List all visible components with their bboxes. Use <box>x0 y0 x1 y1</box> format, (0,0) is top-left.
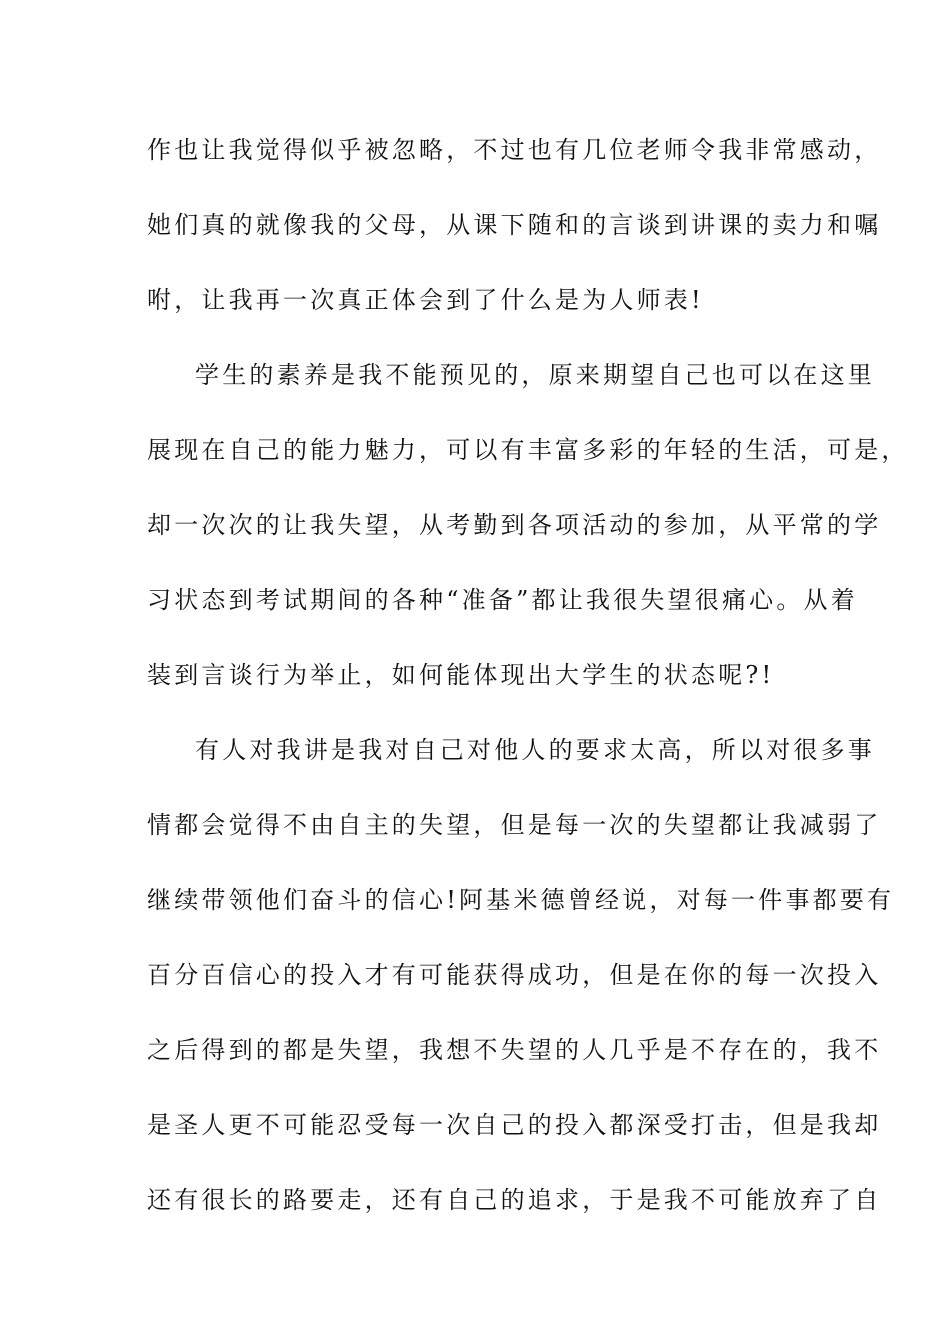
text-line: 继续带领他们奋斗的信心!阿基米德曾经说，对每一件事都要有 <box>147 886 895 914</box>
text-line: 却一次次的让我失望，从考勤到各项活动的参加，从平常的学 <box>147 511 882 539</box>
paragraph-start-line: 有人对我讲是我对自己对他人的要求太高，所以对很多事 <box>195 736 875 764</box>
text-line: 还有很长的路要走，还有自己的追求，于是我不可能放弃了自 <box>147 1186 882 1214</box>
text-line: 咐，让我再一次真正体会到了什么是为人师表! <box>147 286 704 314</box>
text-line: 展现在自己的能力魅力，可以有丰富多彩的年轻的生活，可是， <box>147 436 909 464</box>
text-line: 是圣人更不可能忍受每一次自己的投入都深受打击，但是我却 <box>147 1111 882 1139</box>
text-line: 情都会觉得不由自主的失望，但是每一次的失望都让我减弱了 <box>147 811 882 839</box>
text-line: 她们真的就像我的父母，从课下随和的言谈到讲课的卖力和嘱 <box>147 211 882 239</box>
text-line: 百分百信心的投入才有可能获得成功，但是在你的每一次投入 <box>147 961 882 989</box>
text-line: 习状态到考试期间的各种“准备”都让我很失望很痛心。从着 <box>147 586 858 614</box>
text-line: 之后得到的都是失望，我想不失望的人几乎是不存在的，我不 <box>147 1036 882 1064</box>
text-line: 装到言谈行为举止，如何能体现出大学生的状态呢?! <box>147 661 775 689</box>
paragraph-start-line: 学生的素养是我不能预见的，原来期望自己也可以在这里 <box>195 361 875 389</box>
text-line: 作也让我觉得似乎被忽略，不过也有几位老师令我非常感动， <box>147 136 882 164</box>
